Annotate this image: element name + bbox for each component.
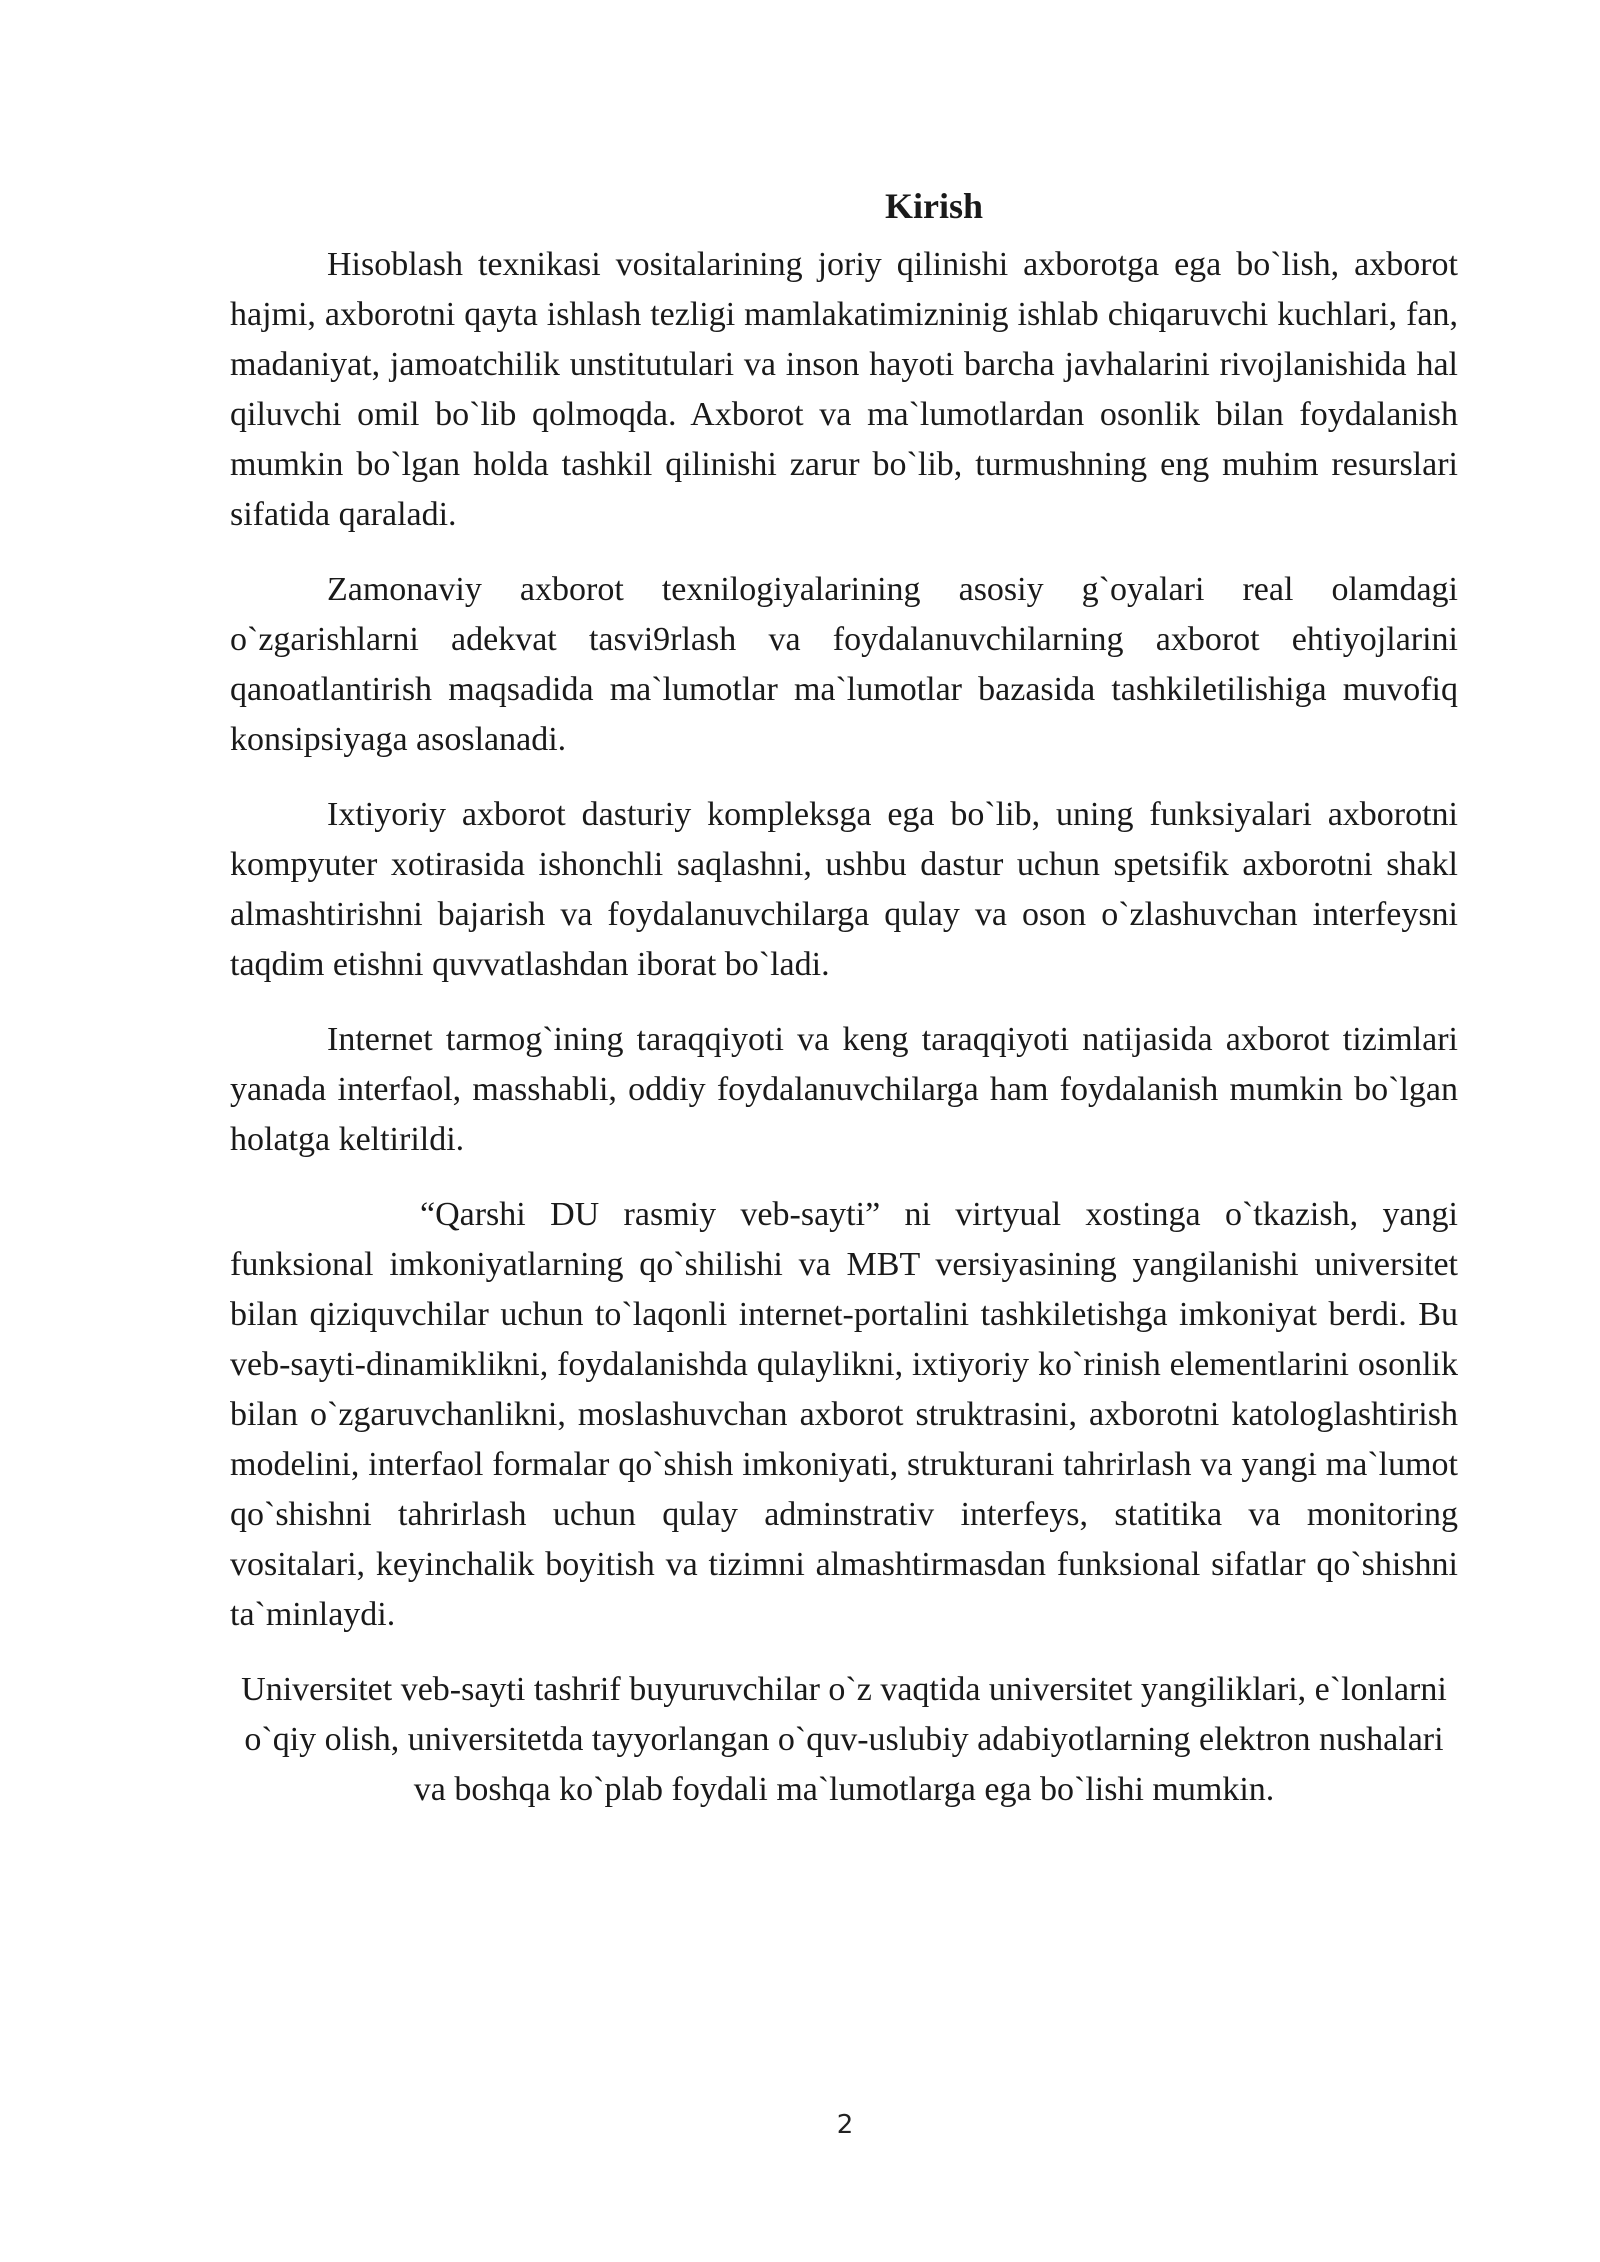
paragraph-4: Internet tarmog`ining taraqqiyoti va keng taraqqiyoti natijasida axborot tizimlari yanada interfaol, masshabli, oddiy foydalanuvchilarga ham foydalanish mumkin bo`lgan holatga keltirildi. [230, 1021, 1458, 1158]
paragraph-1: Hisoblash texnikasi vositalarining joriy qilinishi axborotga ega bo`lish, axborot hajmi, axborotni qayta ishlash tezligi mamlakatimizninig ishlab chiqaruvchi kuchlari, fan, madaniyat, jamoatchilik unstitutulari va inson hayoti barcha javhalarini rivojlanishida hal qiluvchi omil bo`lib qolmoqda. Axborot va ma`lumotlardan osonlik bilan foydalanish mumkin bo`lgan holda tashkil qilinishi zarur bo`lib, turmushning eng muhim resurslari sifatida qaraladi. [230, 246, 1458, 533]
paragraph-3: Ixtiyoriy axborot dasturiy kompleksga ega bo`lib, uning funksiyalari axborotni kompyuter xotirasida ishonchli saqlashni, ushbu dastur uchun spetsifik axborotni shakl almashtirishni bajarish va foydalanuvchilarga qulay va oson o`zlashuvchan interfeysni taqdim etishni quvvatlashdan iborat bo`ladi. [230, 796, 1458, 983]
paragraph-2: Zamonaviy axborot texnilogiyalarining asosiy g`oyalari real olamdagi o`zgarishlarni adekvat tasvi9rlash va foydalanuvchilarning axborot ehtiyojlarini qanoatlantirish maqsadida ma`lumotlar ma`lumotlar bazasida tashkiletilishiga muvofiq konsipsiyaga asoslanadi. [230, 571, 1458, 758]
paragraph-6: Universitet veb-sayti tashrif buyuruvchilar o`z vaqtida universitet yangiliklari, e`lonlarni o`qiy olish, universitetda tayyorlangan o`quv-uslubiy adabiyotlarning elektron nushalari va boshqa ko`plab foydali ma`lumotlarga ega bo`lishi mumkin. [241, 1671, 1447, 1808]
document-body [230, 180, 1458, 1840]
paragraph-5: “Qarshi DU rasmiy veb-sayti” ni virtyual xostinga o`tkazish, yangi funksional imkoniyatlarning qo`shilishi va MBT versiyasining yangilanishi universitet bilan qiziquvchilar uchun to`laqonli internet-portalini tashkiletishga imkoniyat berdi. Bu veb-sayti-dinamiklikni, foydalanishda qulaylikni, ixtiyoriy ko`rinish elementlarini osonlik bilan o`zgaruvchanlikni, moslashuvchan axborot struktrasini, axborotni katologlashtirish modelini, interfaol formalar qo`shish imkoniyati, strukturani tahrirlash va yangi ma`lumot qo`shishni tahrirlash uchun qulay adminstrativ interfeys, statitika va monitoring vositalari, keyinchalik boyitish va tizimni almashtirmasdan funksional sifatlar qo`shishni ta`minlaydi. [230, 1196, 1458, 1633]
page-number: 2 [836, 2110, 854, 2140]
page-title: Kirish [884, 186, 983, 226]
